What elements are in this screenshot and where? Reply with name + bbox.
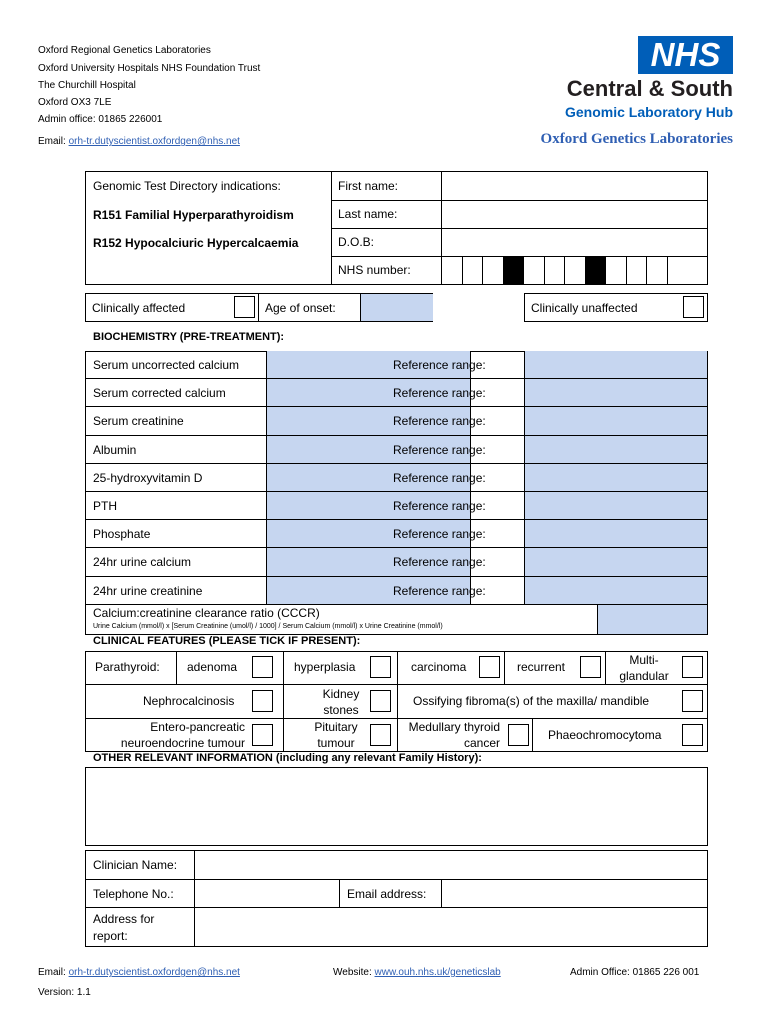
- biochem-row: [85, 548, 708, 577]
- biochem-test-label: Albumin: [93, 442, 137, 457]
- entero-pancreatic-checkbox[interactable]: [252, 724, 273, 746]
- footer-email: [38, 967, 240, 978]
- clinician-name-input[interactable]: [195, 851, 707, 878]
- reference-range-label: Reference range:: [393, 385, 486, 400]
- nephrocalcinosis-checkbox[interactable]: [252, 690, 273, 712]
- address-for-report-label: Address for report:: [93, 912, 155, 943]
- biochem-test-label: 25-hydroxyvitamin D: [93, 470, 203, 485]
- cccr-formula: Urine Calcium (mmol/l) x [Serum Creatinine (umol/l) / 1000] / Serum Calcium (mmol/l) x Urine Creatinine (mmol/l): [93, 623, 443, 630]
- reference-range-input[interactable]: [524, 464, 707, 491]
- recurrent-label: recurrent: [517, 660, 566, 674]
- cccr-input[interactable]: [598, 605, 707, 634]
- reference-range-label: Reference range:: [393, 414, 486, 428]
- biochem-row: [85, 520, 708, 548]
- biochemistry-heading: BIOCHEMISTRY (PRE-TREATMENT):: [93, 331, 285, 343]
- biochem-test-label: Serum creatinine: [93, 414, 184, 428]
- header-email-label: Email:: [38, 136, 66, 147]
- clinician-email-label: Email address:: [347, 887, 427, 901]
- cccr-label: Calcium:creatinine clearance ratio (CCCR): [93, 606, 320, 620]
- last-name-label: Last name:: [338, 207, 398, 221]
- biochem-row: [85, 464, 708, 492]
- address-line-4: Oxford OX3 7LE: [38, 97, 112, 108]
- first-name-label: First name:: [338, 179, 399, 193]
- reference-range-input[interactable]: [524, 492, 707, 519]
- pituitary-tumour-checkbox[interactable]: [370, 724, 391, 746]
- biochem-test-label: Phosphate: [93, 526, 151, 541]
- footer-website-label: Website:: [333, 967, 372, 978]
- medullary-thyroid-checkbox[interactable]: [508, 724, 529, 746]
- ossifying-fibroma-checkbox[interactable]: [682, 690, 703, 712]
- header-email: [38, 136, 240, 148]
- reference-range-label: Reference range:: [393, 357, 486, 372]
- nhs-logo: NHS: [638, 36, 733, 74]
- address-for-report-input[interactable]: [195, 908, 707, 946]
- kidney-stones-label: Kidney stones: [322, 687, 360, 717]
- reference-range-label: Reference range:: [393, 498, 486, 513]
- other-info-textarea[interactable]: [85, 767, 708, 846]
- reference-range-label: Reference range:: [393, 555, 486, 569]
- carcinoma-label: carcinoma: [411, 660, 467, 674]
- multiglandular-label: Multi-glandular: [619, 653, 669, 683]
- biochem-test-label: 24hr urine creatinine: [93, 583, 203, 598]
- biochem-test-label: 24hr urine calcium: [93, 555, 192, 569]
- clinician-name-label: Clinician Name:: [93, 858, 178, 872]
- carcinoma-checkbox[interactable]: [479, 656, 500, 678]
- reference-range-input[interactable]: [524, 407, 707, 435]
- footer-version: Version: 1.1: [38, 987, 91, 998]
- clinician-email-input[interactable]: [442, 880, 707, 906]
- reference-range-label: Reference range:: [393, 442, 486, 457]
- biochem-row: [85, 436, 708, 464]
- recurrent-checkbox[interactable]: [580, 656, 601, 678]
- phaeochromocytoma-label: Phaeochromocytoma: [548, 728, 662, 742]
- biochem-row: [85, 351, 708, 379]
- reference-range-input[interactable]: [524, 577, 707, 604]
- biochem-row: [85, 492, 708, 520]
- reference-range-input[interactable]: [524, 379, 707, 406]
- first-name-input[interactable]: [442, 172, 707, 199]
- biochem-row: [85, 407, 708, 436]
- address-line-1: Oxford Regional Genetics Laboratories: [38, 45, 211, 56]
- footer-email-label: Email:: [38, 967, 66, 978]
- footer-admin: Admin Office: 01865 226 001: [570, 967, 700, 978]
- reference-range-input[interactable]: [524, 351, 707, 378]
- address-line-5: Admin office: 01865 226001: [38, 114, 163, 125]
- hyperplasia-label: hyperplasia: [294, 660, 356, 674]
- indication-r151: R151 Familial Hyperparathyroidism: [93, 208, 294, 222]
- telephone-label: Telephone No.:: [93, 887, 174, 901]
- clinically-unaffected-label: Clinically unaffected: [524, 293, 708, 322]
- reference-range-input[interactable]: [524, 436, 707, 463]
- footer-email-link[interactable]: orh-tr.dutyscientist.oxfordgen@nhs.net: [68, 967, 240, 978]
- hyperplasia-checkbox[interactable]: [370, 656, 391, 678]
- age-of-onset-input[interactable]: [360, 294, 433, 321]
- clinically-affected-label: Clinically affected: [85, 293, 259, 322]
- dob-input[interactable]: [442, 229, 707, 255]
- reference-range-input[interactable]: [524, 520, 707, 547]
- telephone-input[interactable]: [195, 880, 338, 906]
- medullary-thyroid-label: Medullary thyroid cancer: [408, 720, 500, 750]
- biochem-test-label: PTH: [93, 498, 117, 513]
- test-directory-heading: Genomic Test Directory indications:: [93, 179, 281, 193]
- clinically-unaffected-checkbox[interactable]: [683, 296, 704, 318]
- logo-oxford-genetics: Oxford Genetics Laboratories: [540, 131, 733, 147]
- dob-label: D.O.B:: [338, 235, 375, 249]
- parathyroid-label: Parathyroid:: [95, 660, 160, 674]
- clinical-features-heading: CLINICAL FEATURES (PLEASE TICK IF PRESENT):: [93, 635, 361, 647]
- multiglandular-checkbox[interactable]: [682, 656, 703, 678]
- address-line-2: Oxford University Hospitals NHS Foundation Trust: [38, 63, 261, 74]
- nephrocalcinosis-label: Nephrocalcinosis: [143, 694, 235, 708]
- nhs-number-label: NHS number:: [338, 263, 411, 277]
- other-info-heading: OTHER RELEVANT INFORMATION (including any relevant Family History):: [93, 752, 482, 764]
- footer-website: [333, 967, 501, 978]
- biochem-row: [85, 577, 708, 605]
- kidney-stones-checkbox[interactable]: [370, 690, 391, 712]
- indication-r152: R152 Hypocalciuric Hypercalcaemia: [93, 236, 299, 250]
- adenoma-checkbox[interactable]: [252, 656, 273, 678]
- logo-genomic-hub: Genomic Laboratory Hub: [564, 104, 733, 120]
- biochem-test-label: Serum uncorrected calcium: [93, 357, 240, 372]
- phaeochromocytoma-checkbox[interactable]: [682, 724, 703, 746]
- logo-central-south: Central & South: [566, 76, 733, 101]
- reference-range-label: Reference range:: [393, 526, 486, 541]
- adenoma-label: adenoma: [187, 660, 238, 674]
- biochem-row: [85, 379, 708, 407]
- age-of-onset-label: Age of onset:: [258, 293, 433, 322]
- entero-pancreatic-label: Entero-pancreatic neuroendocrine tumour: [120, 720, 245, 750]
- reference-range-label: Reference range:: [393, 583, 486, 598]
- footer-website-link[interactable]: www.ouh.nhs.uk/geneticslab: [374, 967, 501, 978]
- pituitary-tumour-label: Pituitary tumour: [314, 720, 358, 750]
- biochem-test-label: Serum corrected calcium: [93, 385, 226, 400]
- address-line-3: The Churchill Hospital: [38, 80, 136, 91]
- clinically-affected-checkbox[interactable]: [234, 296, 255, 318]
- reference-range-input[interactable]: [524, 548, 707, 576]
- ossifying-fibroma-label: Ossifying fibroma(s) of the maxilla/ mandible: [413, 694, 650, 708]
- last-name-input[interactable]: [442, 201, 707, 227]
- header-email-link[interactable]: orh-tr.dutyscientist.oxfordgen@nhs.net: [68, 136, 240, 147]
- reference-range-label: Reference range:: [393, 470, 486, 485]
